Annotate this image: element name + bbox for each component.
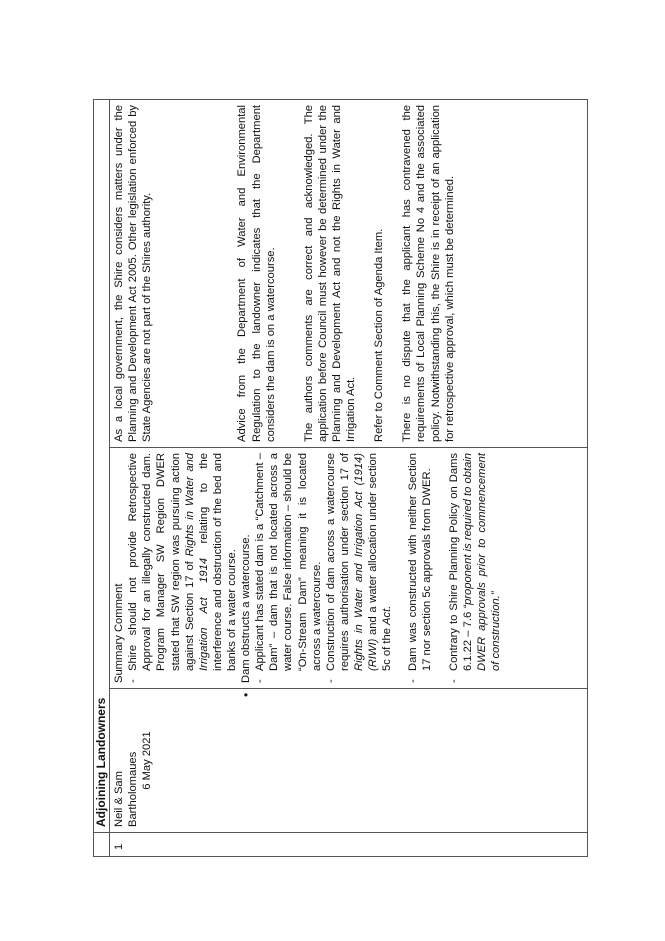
rotated-page-content	[93, 100, 588, 857]
response-5: There is no dispute that the applicant has contravened the requirements of Local Planning Scheme No 4 and the associated policy. Notwithstanding this, the Shire is in receipt of an application for retrospective approval, which must be determined.	[401, 104, 456, 442]
response-cell	[110, 99, 588, 447]
summary-item-2: - Applicant has stated dam is a “Catchment – Dam” – dam that is not located across a water course. False information – should be “On-Stream Dam” meaning it is located across a watercourse.	[253, 453, 324, 683]
response-1: As a local government, the Shire considers matters under the Planning and Development Act 2005. Other legislation enforced by State Agencies are not part of the Shires authority.	[113, 104, 154, 442]
summary-item-3: - Construction of dam across a watercourse requires authorisation under section 17 of Rights in Water and Irrigation Act (1914) (RIWI) and a water allocation under section 5c of the Act.	[324, 453, 395, 683]
submission-number: 1	[110, 833, 588, 857]
summary-bullet	[239, 453, 503, 683]
section-header-row	[94, 99, 110, 856]
section-header: Adjoining Landowners	[94, 697, 108, 827]
bullet-heading: • Dam obstructs a watercourse.	[240, 534, 253, 683]
submitter-name: Neil & Sam Bartholomaues	[113, 751, 140, 827]
summary-list-1	[126, 453, 239, 683]
submission-row	[110, 99, 588, 856]
submissions-table	[93, 99, 588, 857]
header-number-cell	[94, 833, 110, 857]
summary-item-4: - Dam was constructed with neither Section 17 nor section 5c approvals from DWER.	[406, 453, 434, 683]
submitter-date: 6 May 2021	[141, 731, 154, 790]
response-4: Refer to Comment Section of Agenda Item.	[373, 228, 386, 442]
summary-cell	[110, 448, 588, 689]
response-3: The authors comments are correct and acknowledged. The application before Council must however be determined under the Planning and Development Act and not the Rights in Water and Irrigation Act.	[302, 104, 358, 442]
summary-item-5: - Contrary to Shire Planning Policy on Dams 6.1.22 – 7.6 “proponent is required to obtain DWER approvals prior to commencement of construction.”	[447, 453, 503, 683]
summary-item-1: - Shire should not provide Retrospective Approval for an illegally constructed dam. Program Manager SW Region DWER stated that SW region was pursuing action against Section 17 of Rights in Water and Irrigation Act 1914 relating to the interference and obstruction of the bed and banks of a water course.	[126, 453, 239, 683]
summary-sub-list	[253, 453, 503, 683]
summary-bullet-list	[239, 453, 503, 683]
section-header-cell	[94, 99, 110, 832]
summary-heading: Summary Comment	[113, 583, 126, 683]
response-2: Advice from the Department of Water and Environmental Regulation to the landowner indicates that the Department considers the dam is on a watercourse.	[236, 104, 277, 442]
submitter-cell	[110, 689, 588, 833]
